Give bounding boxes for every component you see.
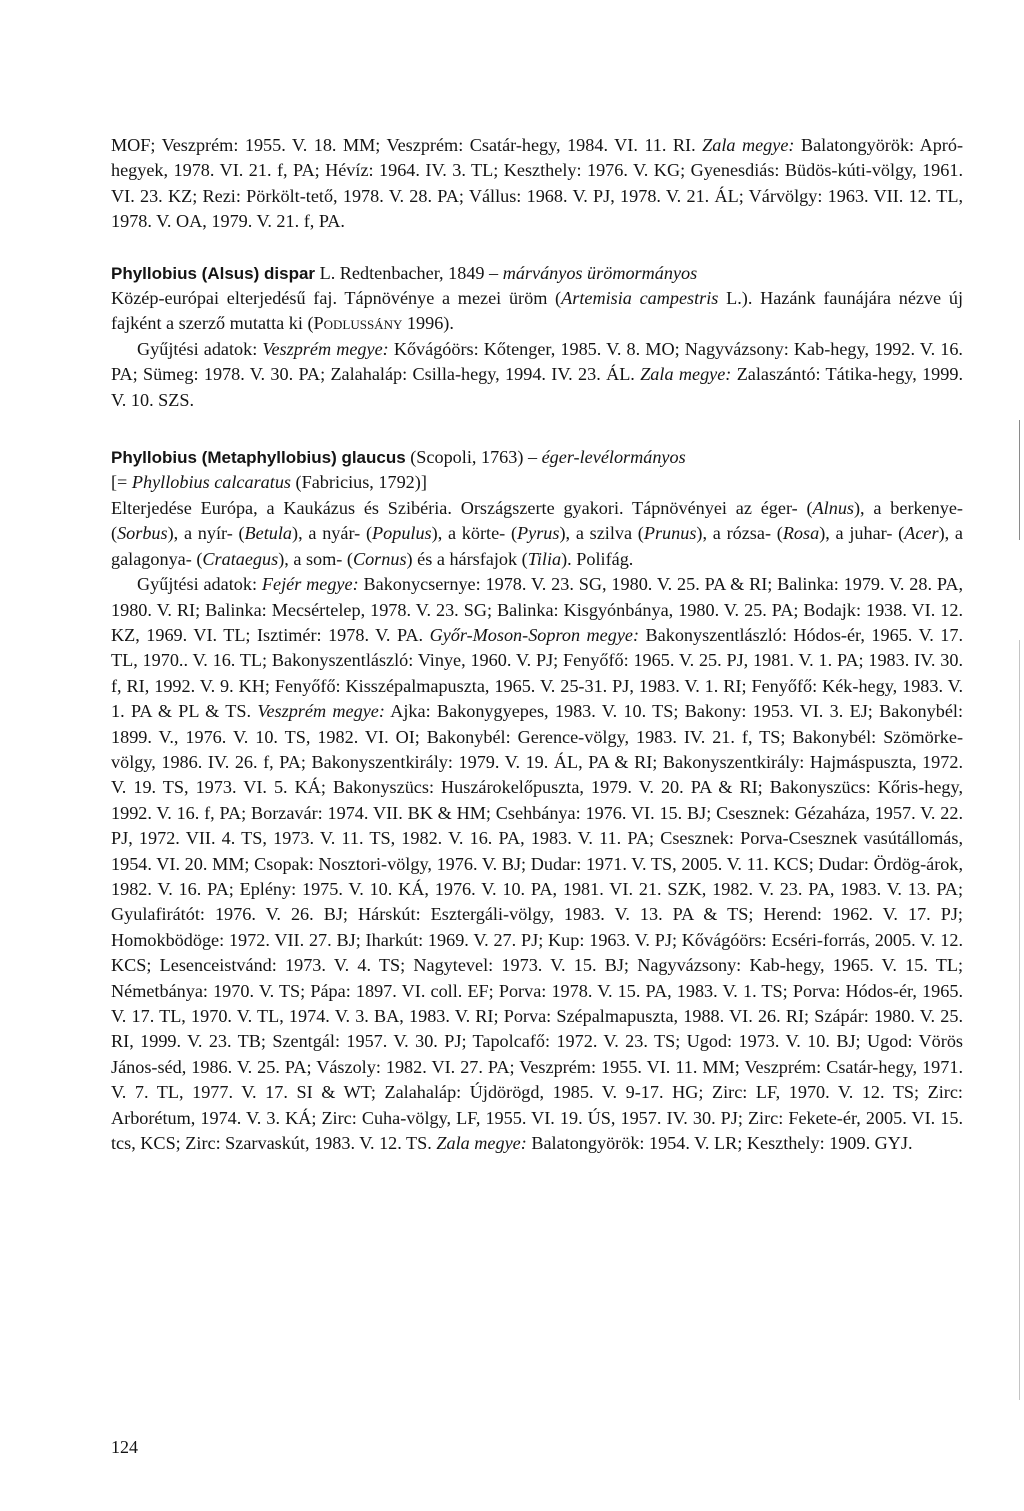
collection-records: Gyűjtési adatok: Fejér megye: Bakonycsernye: 1978. V. 23. SG, 1980. V. 25. PA & RI; Balinka: 1979. V. 28. PA, 1980. V. RI; Balinka: Mecsértelep, 1978. V. 23. SG; Balinka: Kisgyónbánya, 1980. V. 25. PA; Bodajk: 1938. VI. 12. KZ, 1969. VI. TL; Isztimér: 1978. V. PA. Győr-Moson-Sopron megye: Bakonyszentlászló: Hódos-ér, 1965. V. 17. TL, 1970.. V. 16. TL; Bakonyszentlászló: Vinye, 1960. V. PJ; Fenyőfő: 1965. V. 25. PJ, 1981. V. 1. PA; 1983. IV. 30. f, RI, 1992. V. 9. KH; Fenyőfő: Kisszépalmapuszta, 1965. V. 25-31. PJ, 1983. V. 1. RI; Fenyőfő: Kék-hegy, 1983. V. 1. PA & PL & TS. Veszprém megye: Ajka: Bakonygyepes, 1983. V. 10. TS; Bakony: 1953. VI. 3. EJ; Bakonybél: 1899. V., 1976. V. 10. TS, 1982. VI. OI; Bakonybél: Gerence-völgy, 1983. IV. 21. f, TS; Bakonybél: Szömörke-völgy, 1986. IV. 26. f, PA; Bakonyszentkirály: 1979. V. 19. ÁL, PA & RI; Bakonyszentkirály: Hajmáspuszta, 1972. V. 19. TS, 1973. VI. 5. KÁ; Bakonyszücs: Huszárokelőpuszta, 1979. V. 20. PA & RI; Bakonyszücs: Kőris-hegy, 1992. V. 16. f, PA; Borzavár: 1974. VII. BK & HM; Csehbánya: 1976. VI. 15. BJ; Csesznek: Gézaháza, 1957. V. 22. PJ, 1972. VII. 4. TS, 1973. V. 11. TS, 1982. V. 16. PA, 1983. V. 11. PA; Csesznek: Porva-Csesznek vasútállomás, 1954. VI. 20. MM; Csopak: Nosztori-völgy, 1976. V. BJ; Dudar: 1971. V. TS, 2005. V. 11. KCS; Dudar: Ördög-árok, 1982. V. 16. PA; Eplény: 1975. V. 10. KÁ, 1976. V. 10. PA, 1981. VI. 21. SZK, 1982. V. 23. PA, 1983. V. 13. PA; Gyulafirátót: 1976. V. 26. BJ; Hárskút: Esztergáli-völgy, 1983. V. 13. PA & TS; Herend: 1962. V. 17. PJ; Homokbödöge: 1972. VII. 27. BJ; Iharkút: 1969. V. 27. PJ; Kup: 1963. V. PJ; Kővágóörs: Ecséri-forrás, 2005. V. 12. KCS; Lesenceistvánd: 1973. V. 4. TS; Nagytevel: 1973. V. 15. BJ; Nagyvázsony: Kab-hegy, 1965. V. 15. TL; Németbánya: 1970. V. TS; Pápa: 1897. VI. coll. EF; Porva: 1978. V. 15. PA, 1983. V. 1. TS; Porva: Hódos-ér, 1965. V. 17. TL, 1970. V. TL, 1974. V. 3. BA, 1983. V. RI; Porva: Szépalmapuszta, 1988. VI. 26. RI; Szápár: 1980. V. 25. RI, 1999. V. 23. TB; Szentgál: 1957. V. 30. PJ; Tapolcafő: 1972. V. 23. TS; Ugod: 1973. V. 10. BJ; Ugod: Vörös János-séd, 1986. V. 25. PA; Vászoly: 1982. VI. 27. PA; Veszprém: 1955. VI. 11. MM; Veszprém: Csatár-hegy, 1971. V. 7. TL, 1977. V. 17. SI & WT; Zalahaláp: Újdörögd, 1985. V. 9-17. HG; Zirc: LF, 1970. V. 12. TS; Zirc: Arborétum, 1974. V. 3. KÁ; Zirc: Cuha-völgy, LF, 1955. VI. 19. ÚS, 1957. IV. 30. PJ; Zirc: Fekete-ér, 2005. VI. 15. tcs, KCS; Zirc: Szarvaskút, 1983. V. 12. TS. Zala megye: Balatongyörök: 1954. V. LR; Keszthely: 1909. GYJ.: [111, 574, 964, 1154]
species-heading-phyllobius-glaucus: Phyllobius (Metaphyllobius) glaucus (Scopoli, 1763) – éger-levélormányos: [111, 447, 686, 468]
species-description: Elterjedése Európa, a Kaukázus és Szibéria. Országszerte gyakori. Tápnövényei az éger- (Alnus), a berkenye- (Sorbus), a nyír- (Betula), a nyár- (Populus), a körte- (Pyrus), a szilva (Prunus), a rózsa- (Rosa), a juhar- (Acer), a galagonya- (Crataegus), a som- (Cornus) és a hársfajok (Tilia). Polifág.: [111, 497, 963, 569]
scan-edge-line: [1019, 420, 1020, 540]
collection-records: Gyűjtési adatok: Veszprém megye: Kővágóörs: Kőtenger, 1985. V. 8. MO; Nagyvázsony: Kab-hegy, 1992. V. 16. PA; Sümeg: 1978. V. 30. PA; Zalahaláp: Csilla-hegy, 1994. IV. 23. ÁL. Zala megye: Zalaszántó: Tátika-hegy, 1999. V. 10. SZS.: [111, 338, 963, 410]
page-body: [111, 133, 963, 1156]
species-synonym: [= Phyllobius calcaratus (Fabricius, 1792)]: [111, 472, 427, 493]
page-number: 124: [111, 1437, 138, 1457]
species-heading-phyllobius-dispar: Phyllobius (Alsus) dispar L. Redtenbacher, 1849 – márványos ürömormányos: [111, 262, 698, 283]
continued-records-paragraph: MOF; Veszprém: 1955. V. 18. MM; Veszprém: Csatár-hegy, 1984. VI. 11. RI. Zala megye: Balatongyörök: Apró-hegyek, 1978. VI. 21. f, PA; Hévíz: 1964. IV. 3. TL; Keszthely: 1976. V. KG; Gyenesdiás: Büdös-kúti-völgy, 1961. VI. 23. KZ; Rezi: Pörkölt-tető, 1978. V. 28. PA; Vállus: 1968. V. PJ, 1978. V. 21. ÁL; Várvölgy: 1963. VII. 12. TL, 1978. V. OA, 1979. V. 21. f, PA.: [111, 135, 963, 232]
species-description: Közép-európai elterjedésű faj. Tápnövénye a mezei üröm (Artemisia campestris L.). Hazánk faunájára nézve új fajként a szerző mutatta ki (Podlussány 1996).: [111, 288, 963, 334]
scan-edge-line: [1019, 640, 1020, 1400]
